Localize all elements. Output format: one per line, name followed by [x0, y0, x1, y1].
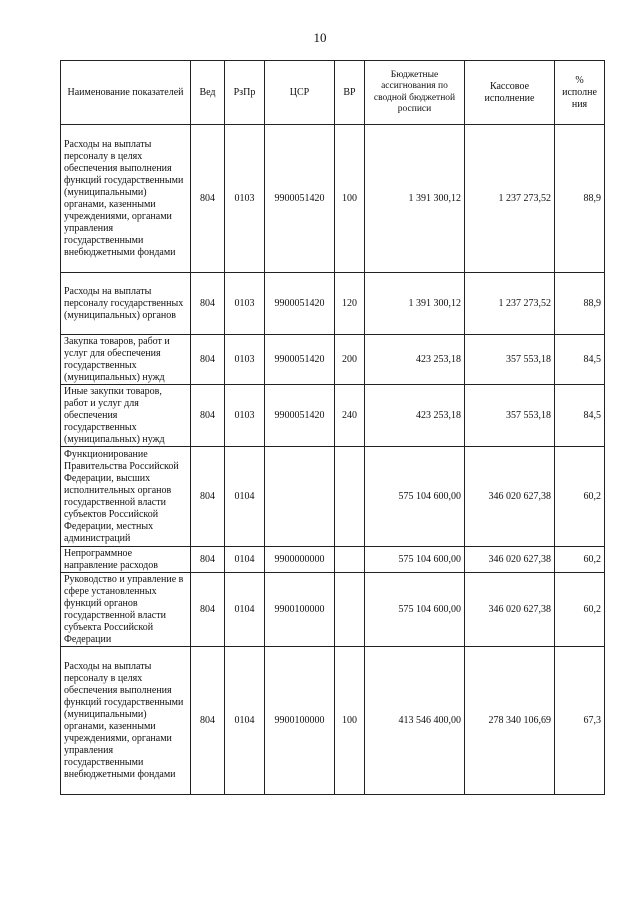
- header-vr: ВР: [335, 61, 365, 125]
- header-csr: ЦСР: [265, 61, 335, 125]
- row-csr: 9900051420: [265, 273, 335, 335]
- row-name: Расходы на выплаты персоналу в целях обеспечения выполнения функций государственными (муниципальными) органами, казенными учреждениями, органами управления государственными внебюджетными фондами: [61, 647, 191, 795]
- row-rzpr: 0104: [225, 447, 265, 547]
- row-rzpr: 0104: [225, 573, 265, 647]
- row-budget: 413 546 400,00: [365, 647, 465, 795]
- table-row: [61, 385, 605, 447]
- row-rzpr: 0103: [225, 335, 265, 385]
- row-pct: 88,9: [555, 125, 605, 273]
- row-vr: 100: [335, 647, 365, 795]
- row-csr: 9900051420: [265, 335, 335, 385]
- row-csr: 9900100000: [265, 573, 335, 647]
- row-pct: 67,3: [555, 647, 605, 795]
- row-ved: 804: [191, 547, 225, 573]
- row-csr: 9900000000: [265, 547, 335, 573]
- row-cash: 1 237 273,52: [465, 125, 555, 273]
- row-budget: 1 391 300,12: [365, 125, 465, 273]
- row-name: Функционирование Правительства Российской Федерации, высших исполнительных органов государственной власти субъектов Российской Федерации, местных администраций: [61, 447, 191, 547]
- page-number: 10: [313, 30, 327, 45]
- table-row: [61, 447, 605, 547]
- row-name: Непрограммное направление расходов: [61, 547, 191, 573]
- row-name: Закупка товаров, работ и услуг для обеспечения государственных (муниципальных) нужд: [61, 335, 191, 385]
- row-cash: 346 020 627,38: [465, 547, 555, 573]
- budget-execution-table: [60, 60, 605, 795]
- row-cash: 357 553,18: [465, 385, 555, 447]
- row-csr: 9900051420: [265, 125, 335, 273]
- header-rzpr: РзПр: [225, 61, 265, 125]
- row-name: Расходы на выплаты персоналу государственных (муниципальных) органов: [61, 273, 191, 335]
- row-rzpr: 0104: [225, 547, 265, 573]
- row-csr: 9900051420: [265, 385, 335, 447]
- row-pct: 60,2: [555, 447, 605, 547]
- header-name: Наименование показателей: [61, 61, 191, 125]
- row-name: Руководство и управление в сфере установленных функций органов государственной власти субъекта Российской Федерации: [61, 573, 191, 647]
- row-budget: 1 391 300,12: [365, 273, 465, 335]
- table-row: [61, 573, 605, 647]
- row-cash: 357 553,18: [465, 335, 555, 385]
- row-csr: [265, 447, 335, 547]
- row-pct: 84,5: [555, 385, 605, 447]
- row-csr: 9900100000: [265, 647, 335, 795]
- row-cash: 346 020 627,38: [465, 447, 555, 547]
- row-rzpr: 0103: [225, 125, 265, 273]
- row-ved: 804: [191, 447, 225, 547]
- row-vr: 200: [335, 335, 365, 385]
- row-vr: [335, 547, 365, 573]
- row-cash: 278 340 106,69: [465, 647, 555, 795]
- row-vr: [335, 573, 365, 647]
- row-rzpr: 0103: [225, 273, 265, 335]
- row-pct: 60,2: [555, 573, 605, 647]
- row-pct: 60,2: [555, 547, 605, 573]
- row-name: Иные закупки товаров, работ и услуг для обеспечения государственных (муниципальных) нужд: [61, 385, 191, 447]
- row-budget: 423 253,18: [365, 385, 465, 447]
- row-rzpr: 0103: [225, 385, 265, 447]
- table-row: [61, 647, 605, 795]
- header-budget: Бюджетные ассигнования по сводной бюджетной росписи: [365, 61, 465, 125]
- row-vr: 240: [335, 385, 365, 447]
- row-budget: 575 104 600,00: [365, 573, 465, 647]
- table-header-row: [61, 61, 605, 125]
- table-row: [61, 547, 605, 573]
- table-row: [61, 125, 605, 273]
- row-ved: 804: [191, 125, 225, 273]
- row-budget: 575 104 600,00: [365, 447, 465, 547]
- table-row: [61, 335, 605, 385]
- row-rzpr: 0104: [225, 647, 265, 795]
- table-row: [61, 273, 605, 335]
- row-ved: 804: [191, 573, 225, 647]
- row-ved: 804: [191, 273, 225, 335]
- row-name: Расходы на выплаты персоналу в целях обеспечения выполнения функций государственными (муниципальными) органами, казенными учреждениями, органами управления государственными внебюджетными фондами: [61, 125, 191, 273]
- header-pct: % исполне ния: [555, 61, 605, 125]
- row-pct: 88,9: [555, 273, 605, 335]
- row-pct: 84,5: [555, 335, 605, 385]
- row-budget: 423 253,18: [365, 335, 465, 385]
- row-ved: 804: [191, 647, 225, 795]
- header-ved: Вед: [191, 61, 225, 125]
- row-budget: 575 104 600,00: [365, 547, 465, 573]
- row-vr: 120: [335, 273, 365, 335]
- row-vr: [335, 447, 365, 547]
- row-ved: 804: [191, 385, 225, 447]
- row-cash: 1 237 273,52: [465, 273, 555, 335]
- header-cash: Кассовое исполнение: [465, 61, 555, 125]
- row-cash: 346 020 627,38: [465, 573, 555, 647]
- row-vr: 100: [335, 125, 365, 273]
- row-ved: 804: [191, 335, 225, 385]
